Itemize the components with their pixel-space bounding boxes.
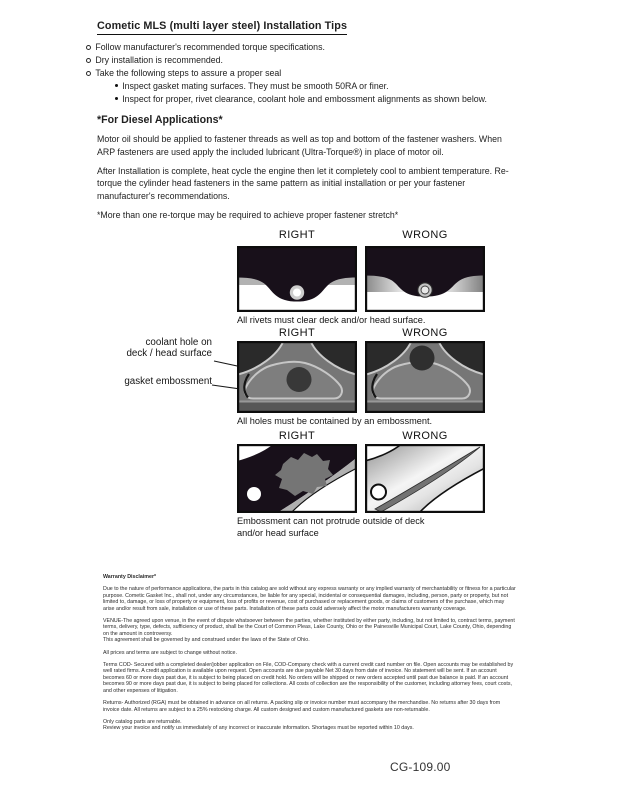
terms-paragraph: Terms COD- Secured with a completed dealer/jobber application on File, COD-Company check with a current credit card number on file. Open accounts may be established by well rated firms. A credit application is available upon request. Open accounts are due payable Net 30 days from date of invoice. No statement will be sent. If an account becomes 60 or more days past due, it is subject to being placed on credit hold. No orders will be shipped or new orders accepted until past due balance is paid. If an account becomes 90 or more days past due, it is subject to being placed for collections. All costs of collection are the responsibility of the customer, including attorney fees, court costs, and other expenses of litigation. [103, 662, 514, 694]
list-item [86, 67, 556, 80]
list-item [86, 54, 556, 67]
diagram-embossment-wrong [365, 444, 485, 513]
right-label: RIGHT [278, 229, 316, 241]
diagram-embossment-right [237, 444, 357, 513]
installation-tips-list [86, 41, 556, 106]
diagram-hole-right [237, 341, 357, 413]
catalog-line: Only catalog parts are returnable. [103, 718, 182, 725]
wrong-label: WRONG [402, 430, 448, 442]
coolant-hole-callout [100, 337, 212, 359]
venue-law-line: This agreement shall be governed by and construed under the laws of the State of Ohio. [103, 637, 310, 644]
page-title: Cometic MLS (multi layer steel) Installation Tips [97, 20, 347, 35]
venue-paragraph: VENUE-The agreed upon venue, in the event of dispute whatsoever between the parties, whether instituted by either party, including, but not limited to, contract terms, payment terms, delivery, type, defects, sufficiency of product, shall be the Court of Common Pleas, Lake County, Ohio or the Painesville Municipal Court, Lake County, Ohio, depending on the amount in controversy. [103, 618, 515, 637]
right-label: RIGHT [278, 327, 316, 339]
list-item [86, 41, 556, 54]
bullet-text: Take the following steps to assure a proper seal [95, 68, 282, 78]
open-bullet-icon [86, 58, 91, 63]
warranty-paragraph: Due to the nature of performance applications, the parts in this catalog are sold without any express warranty or any implied warranty of merchantability or fitness for a particular purpose. Cometic Gasket Inc., shall not, under any circumstances, be liable for any special, incidental or consequential damages, including, person, party or property, but not limited to, damage, or loss of property or equipment, loss of profits or revenue, cost of purchased or replacement goods, or claims of customers of the purchase, which may arise and/or result from sale, installation or use of these parts. Installation of these parts could adversely affect the motor manufacturers warranty coverage. [103, 586, 516, 612]
bullet-text: Follow manufacturer's recommended torque specifications. [95, 42, 325, 52]
review-line: Review your invoice and notify us immediately of any incorrect or inaccurate information. Shortages must be reported within 10 days. [103, 725, 414, 732]
diagram-rivet-right [237, 246, 357, 312]
bullet-text: Dry installation is recommended. [95, 55, 223, 65]
returns-paragraph: Returns- Authorized (RGA) must be obtained in advance on all returns. A packing slip or invoice number must accompany the merchandise. No returns after 30 days from invoice date. All returns are subject to a 25% restocking charge. All custom designed and custom manufactured gaskets are non-returnable. [103, 700, 501, 713]
callout-text: gasket embossment [124, 376, 212, 387]
wrong-label: WRONG [402, 327, 448, 339]
filled-bullet-icon [115, 84, 118, 87]
right-label: RIGHT [278, 430, 316, 442]
bullet-text: Inspect gasket mating surfaces. They must be smooth 50RA or finer. [122, 81, 389, 91]
diagram-rivet-wrong [365, 246, 485, 312]
gasket-embossment-callout [100, 376, 212, 387]
bullet-text: Inspect for proper, rivet clearance, coolant hole and embossment alignments as shown below. [122, 94, 487, 104]
coolant-hole-icon [287, 367, 312, 392]
bolt-hole-icon [247, 487, 261, 501]
bolt-hole-icon [371, 485, 386, 500]
embossment-caption: Embossment can not protrude outside of deck and/or head surface [237, 516, 425, 538]
diesel-paragraph-1: Motor oil should be applied to fastener threads as well as top and bottom of the fastener washers. When ARP fasteners are used apply the included lubricant (Ultra-Torque®) in place of motor oil. [97, 134, 502, 157]
open-bullet-icon [86, 45, 91, 50]
diagram-hole-wrong [365, 341, 485, 413]
wrong-label: WRONG [402, 229, 448, 241]
list-item [115, 80, 556, 93]
diesel-note: *More than one re-torque may be required to achieve proper fastener stretch* [97, 209, 399, 220]
diesel-section [97, 114, 521, 228]
document-number: CG-109.00 [390, 760, 451, 774]
diesel-heading: *For Diesel Applications* [97, 114, 223, 126]
diesel-paragraph-2: After Installation is complete, heat cycle the engine then let it completely cool to ambient temperature. Re-torque the cylinder head fasteners in the same pattern as initial installation or per your fastener manufacturer's recommendations. [97, 165, 509, 201]
filled-bullet-icon [115, 97, 118, 100]
rivet-caption: All rivets must clear deck and/or head surface. [237, 315, 426, 325]
callout-text: coolant hole on [145, 337, 212, 348]
hole-caption: All holes must be contained by an embossment. [237, 416, 433, 426]
open-bullet-icon [86, 71, 91, 76]
warranty-heading: Warranty Disclaimer* [103, 574, 157, 580]
legal-disclaimer [103, 574, 516, 738]
coolant-hole-icon [410, 346, 435, 371]
list-item [115, 93, 556, 106]
callout-text: deck / head surface [126, 348, 212, 359]
prices-line: All prices and terms are subject to change without notice. [103, 649, 237, 656]
